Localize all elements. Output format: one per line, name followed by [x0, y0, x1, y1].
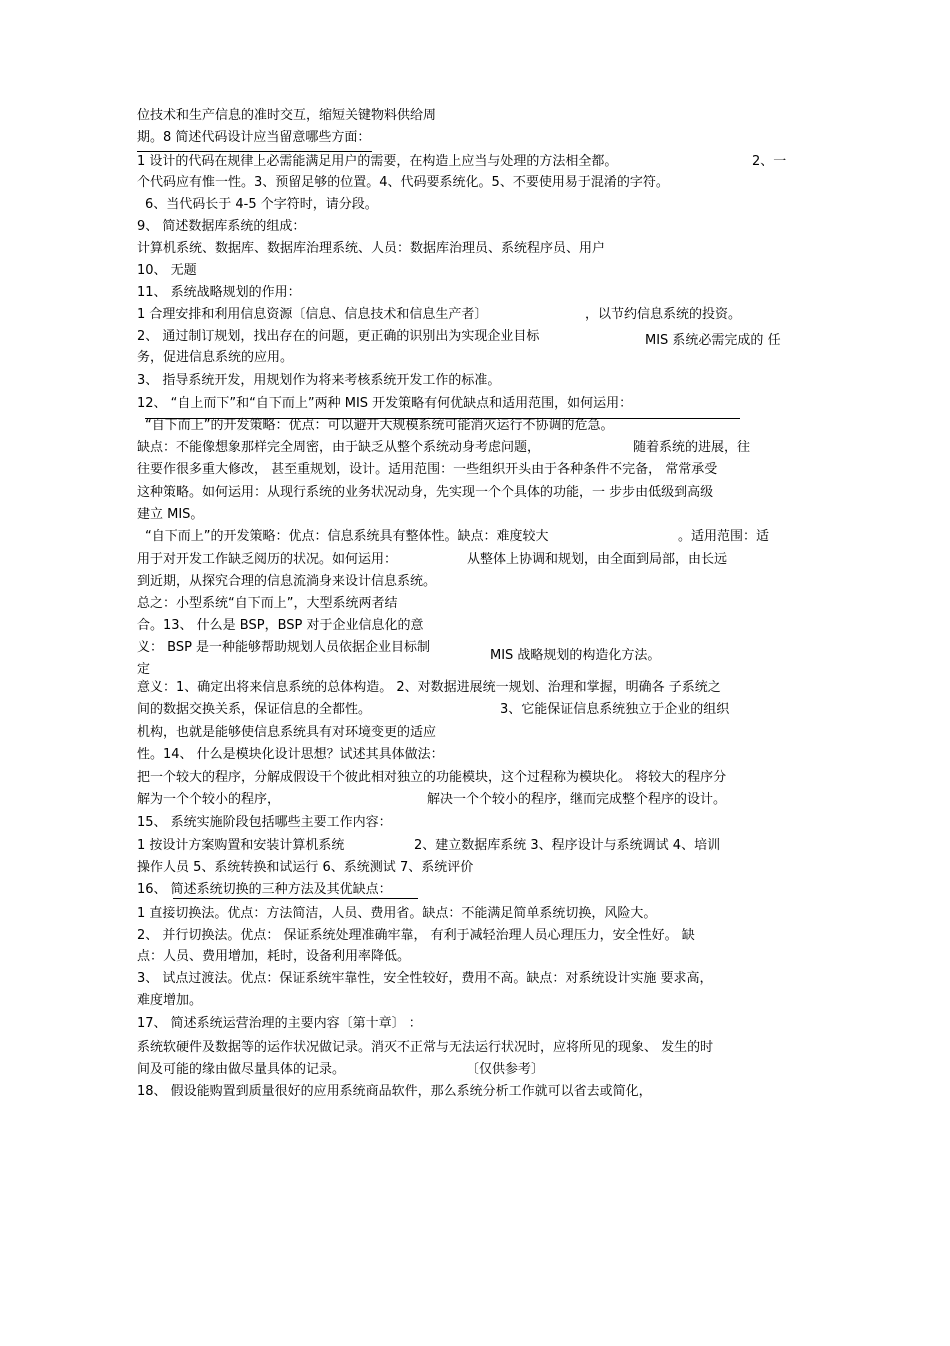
text-line: 定	[137, 662, 151, 677]
text-line: MIS 系统必需完成的 任	[645, 333, 781, 348]
heading-q15: 15、 系统实施阶段包括哪些主要工作内容：	[137, 815, 392, 830]
text-line: “自下而上”的开发策略：优点：可以避开大规模系统可能消灭运行不协调的危急。	[145, 418, 614, 433]
heading-q13: 合。13、 什么是 BSP，BSP 对于企业信息化的意	[137, 618, 424, 633]
text-line: 2、 通过制订规划，找出存在的问题，更正确的识别出为实现企业目标	[137, 329, 540, 344]
text-line: 3、它能保证信息系统独立于企业的组织	[500, 702, 730, 717]
text-line: 往要作很多重大修改， 甚至重规划，设计。适用范围：一些组织开头由于各种条件不完备， 常常承受	[137, 462, 718, 477]
heading-q9: 9、 简述数据库系统的组成：	[137, 219, 306, 234]
heading-q14: 性。14、 什么是模块化设计思想？试述其具体做法：	[137, 747, 444, 762]
text-line: 到近期，从探究合理的信息流淌身来设计信息系统。	[137, 574, 437, 589]
underline	[137, 151, 372, 152]
heading-q17: 17、 简述系统运营治理的主要内容〔第十章〕 ：	[137, 1016, 422, 1031]
heading-q10: 10、 无题	[137, 263, 197, 278]
text-line: 个代码应有惟一性。3、预留足够的位置。4、代码要系统化。5、不要使用易于混淆的字符。	[137, 175, 669, 190]
text-line: 义： BSP 是一种能够帮助规划人员依据企业目标制	[137, 640, 431, 655]
text-line: 1 设计的代码在规律上必需能满足用户的需要，在构造上应当与处理的方法相全都。	[137, 154, 618, 169]
text-line: 随着系统的进展，往	[633, 440, 751, 455]
text-line: 缺点：不能像想象那样完全周密，由于缺乏从整个系统动身考虑问题，	[137, 440, 541, 455]
text-line: “自下而上”的开发策略：优点：信息系统具有整体性。缺点：难度较大	[145, 529, 549, 544]
text-line: 把一个较大的程序，分解成假设干个彼此相对独立的功能模块，这个过程称为模块化。 将较大的程序分	[137, 770, 727, 785]
text-line: 〔仅供参考〕	[466, 1062, 545, 1077]
heading-q18: 18、 假设能购置到质量很好的应用系统商品软件，那么系统分析工作就可以省去或简化，	[137, 1084, 652, 1099]
text-line: 系统软硬件及数据等的运作状况做记录。消灭不正常与无法运行状况时，应将所见的现象、 发生的时	[137, 1040, 714, 1055]
heading-q16: 16、 简述系统切换的三种方法及其优缺点：	[137, 882, 392, 897]
text-line: 3、 指导系统开发，用规划作为将来考核系统开发工作的标准。	[137, 373, 501, 388]
text-line: 用于对开发工作缺乏阅历的状况。如何运用：	[137, 552, 398, 567]
text-line: 期。8 简述代码设计应当留意哪些方面：	[137, 130, 371, 145]
underline	[173, 898, 418, 899]
text-line: 机构，也就是能够使信息系统具有对环境变更的适应	[137, 725, 437, 740]
text-line: 解为一个个较小的程序，	[137, 792, 281, 807]
text-line: 1 合理安排和利用信息资源〔信息、信息技术和信息生产者〕	[137, 307, 488, 322]
text-line: 1 按设计方案购置和安装计算机系统	[137, 838, 345, 853]
text-line: 建立 MIS。	[137, 507, 204, 522]
text-line: 操作人员 5、系统转换和试运行 6、系统测试 7、系统评价	[137, 860, 474, 875]
heading-q12: 12、 “自上而下”和“自下而上”两种 MIS 开发策略有何优缺点和适用范围，如何运用：	[137, 396, 633, 411]
text-line: 意义：1、确定出将来信息系统的总体构造。 2、对数据进展统一规划、治理和掌握，明确各 子系统之	[137, 680, 721, 695]
text-line: 6、当代码长于 4-5 个字符时，请分段。	[145, 197, 378, 212]
text-line: 这种策略。如何运用：从现行系统的业务状况动身，先实现一个个具体的功能，一 步步由低级到高级	[137, 485, 714, 500]
text-line: 间及可能的缘由做尽量具体的记录。	[137, 1062, 346, 1077]
text-line: 从整体上协调和规划，由全面到局部，由长远	[467, 552, 728, 567]
text-line: 难度增加。	[137, 993, 203, 1008]
text-line: 。适用范围：适	[678, 529, 770, 544]
text-line: ，以节约信息系统的投资。	[585, 307, 742, 322]
text-line: 位技术和生产信息的准时交互，缩短关键物料供给周	[137, 108, 437, 123]
text-line: 2、 并行切换法。优点： 保证系统处理准确牢靠， 有利于减轻治理人员心理压力，安全性好。 缺	[137, 928, 695, 943]
text-line: 务，促进信息系统的应用。	[137, 350, 294, 365]
text-line: 3、 试点过渡法。优点：保证系统牢靠性，安全性较好，费用不高。缺点：对系统设计实施 要求高，	[137, 971, 713, 986]
text-line: 解决一个个较小的程序，继而完成整个程序的设计。	[427, 792, 727, 807]
text-line: 间的数据交换关系，保证信息的全都性。	[137, 702, 372, 717]
text-line: 2、一	[752, 154, 787, 169]
text-line: MIS 战略规划的构造化方法。	[490, 648, 661, 663]
text-line: 点：人员、费用增加，耗时，设备利用率降低。	[137, 949, 411, 964]
text-line: 总之：小型系统“自下而上”，大型系统两者结	[137, 596, 398, 611]
text-line: 1 直接切换法。优点：方法简洁，人员、费用省。缺点：不能满足简单系统切换，风险大。	[137, 906, 657, 921]
text-line: 计算机系统、数据库、数据库治理系统、人员：数据库治理员、系统程序员、用户	[137, 241, 606, 256]
heading-q11: 11、 系统战略规划的作用：	[137, 285, 301, 300]
text-line: 2、建立数据库系统 3、程序设计与系统调试 4、培训	[414, 838, 721, 853]
